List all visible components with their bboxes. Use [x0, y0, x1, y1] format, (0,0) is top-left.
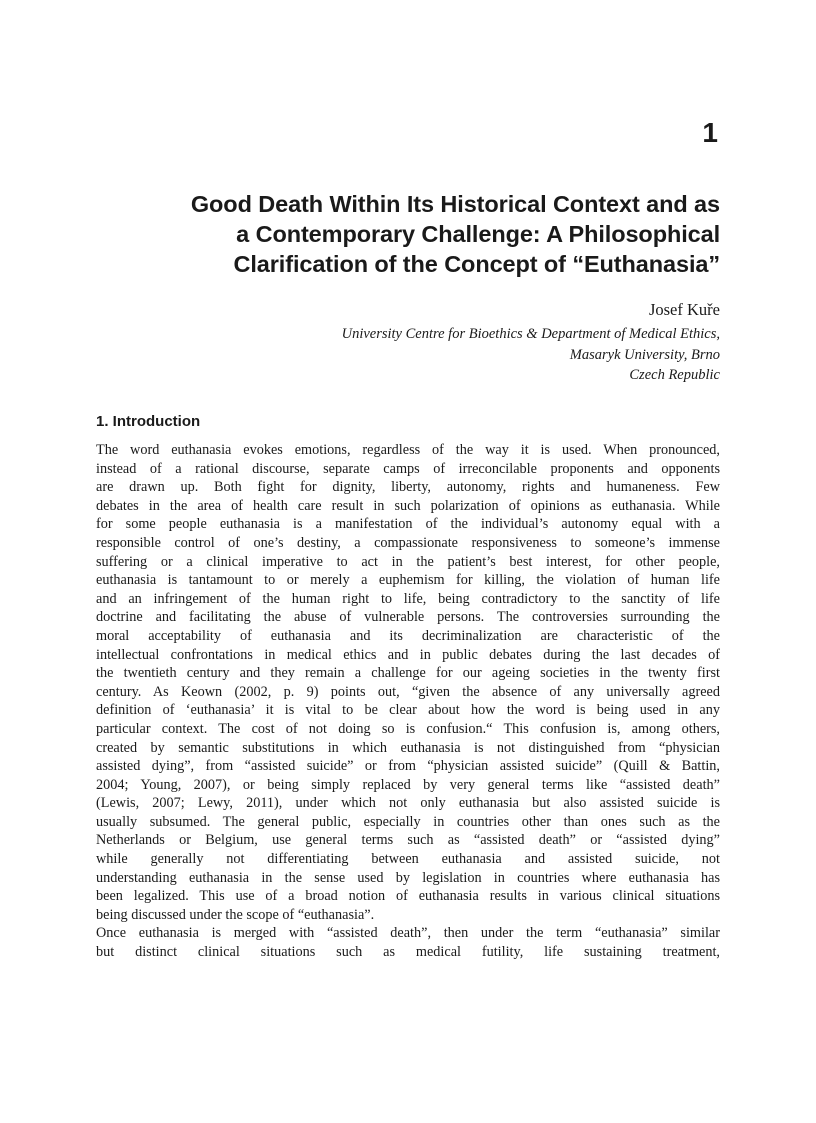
- body-text-line: created by semantic substitutions in which euthanasia is not distinguished from “physician: [96, 739, 720, 756]
- body-text-line: euthanasia is tantamount to or merely a euphemism for killing, the violation of human life: [96, 572, 720, 589]
- author-affiliation: [342, 324, 720, 386]
- body-text-line: are drawn up. Both fight for dignity, liberty, autonomy, rights and humaneness. Few: [96, 479, 720, 496]
- body-text-line: responsible control of one’s destiny, a compassionate responsiveness to someone’s immense: [96, 534, 720, 551]
- body-text-line: instead of a rational discourse, separate camps of irreconcilable proponents and opponents: [96, 460, 720, 477]
- chapter-title-line: Good Death Within Its Historical Context and as: [190, 191, 720, 217]
- chapter-title: [96, 189, 720, 279]
- body-text-line: assisted dying”, from “assisted suicide” or from “physician assisted suicide” (Quill & Battin,: [96, 758, 720, 775]
- body-text-line: being discussed under the scope of “euthanasia”.: [96, 906, 375, 923]
- body-text-line: the twentieth century and they remain a challenge for our ageing societies in the twenty first: [96, 665, 720, 682]
- body-text-line: doctrine and facilitating the abuse of vulnerable persons. The controversies surrounding the: [96, 609, 720, 626]
- body-text-line: and an infringement of the human right to life, being contradictory to the sanctity of life: [96, 590, 720, 607]
- author-block: [342, 299, 720, 386]
- body-text-line: Once euthanasia is merged with “assisted death”, then under the term “euthanasia” similar: [96, 925, 720, 942]
- body-text-line: understanding euthanasia in the sense used by legislation in countries where euthanasia has: [96, 869, 720, 886]
- body-text-line: while generally not differentiating between euthanasia and assisted suicide, not: [96, 851, 720, 868]
- author-name: Josef Kuře: [648, 300, 720, 319]
- chapter-title-line: Clarification of the Concept of “Euthanasia”: [233, 251, 720, 277]
- affiliation-line: Masaryk University, Brno: [569, 346, 720, 363]
- body-text-line: particular context. The cost of not doing so is confusion.“ This confusion is, among others,: [96, 720, 720, 737]
- affiliation-line: University Centre for Bioethics & Department of Medical Ethics,: [341, 326, 720, 342]
- body-text-line: moral acceptability of euthanasia and its decriminalization are characteristic of the: [96, 627, 720, 644]
- body-text-line: usually subsumed. The general public, especially in countries other than ones such as the: [96, 813, 720, 830]
- affiliation-line: Czech Republic: [629, 367, 720, 383]
- body-text-line: 2004; Young, 2007), or being simply replaced by very general terms like “assisted death”: [96, 776, 720, 793]
- body-text-line: Netherlands or Belgium, use general terms such as “assisted death” or “assisted dying”: [96, 832, 720, 849]
- body-text-line: intellectual confrontations in medical ethics and in public debates during the last decades of: [96, 646, 720, 663]
- body-text-line: but distinct clinical situations such as medical futility, life sustaining treatment,: [96, 944, 720, 961]
- section-heading: 1. Introduction: [96, 413, 201, 430]
- chapter-number: 1: [702, 117, 718, 148]
- body-text-line: debates in the area of health care result in such polarization of opinions as euthanasia. While: [96, 497, 720, 514]
- chapter-title-line: a Contemporary Challenge: A Philosophical: [236, 221, 720, 247]
- body-text-line: suffering or a clinical imperative to act in the patient’s best interest, for other people,: [96, 553, 720, 570]
- body-text-line: for some people euthanasia is a manifestation of the individual’s autonomy equal with a: [96, 516, 720, 533]
- body-text-line: definition of ‘euthanasia’ it is vital to be clear about how the word is being used in any: [96, 702, 720, 719]
- body-text-line: been legalized. This use of a broad notion of euthanasia results in various clinical situations: [96, 888, 720, 905]
- body-text-line: (Lewis, 2007; Lewy, 2011), under which not only euthanasia but also assisted suicide is: [96, 795, 720, 812]
- body-text-line: The word euthanasia evokes emotions, regardless of the way it is used. When pronounced,: [96, 442, 720, 458]
- body-paragraphs: [96, 441, 720, 962]
- body-text-line: century. As Keown (2002, p. 9) points out, “given the absence of any universally agreed: [96, 683, 720, 700]
